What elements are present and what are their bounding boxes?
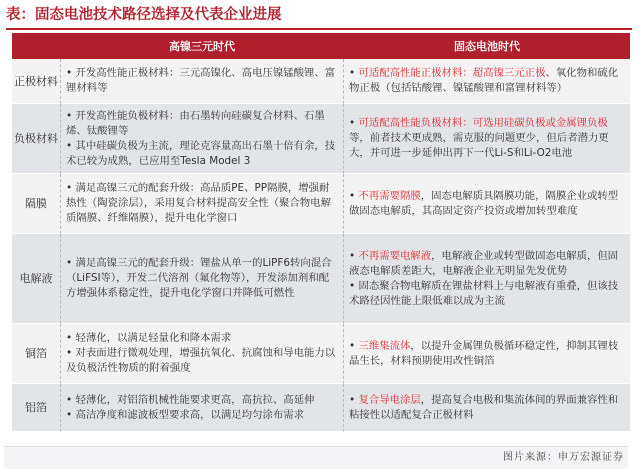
body-text: 固态聚合物电解质在锂盐材料上与电解液有重叠，但该技术路径因性能上限低难以成为主流	[349, 279, 619, 307]
row-category: 隔膜	[12, 174, 60, 234]
bullet-text: • 满足高镍三元的配套升级：锂盐从单一的LiPF6转向混合（LiFSI等），开发二代溶剂（氟化物等），开发添加剂和配方增强体系稳定性，提升电化学窗口并降低可燃性	[66, 256, 338, 301]
bullet-text: • 开发高性能正极材料：三元高镍化、高电压镍锰酸锂、富锂材料等	[66, 66, 338, 96]
table-row	[12, 59, 630, 104]
source-footer	[4, 446, 628, 469]
comparison-table	[12, 33, 630, 432]
solid-state-cell	[344, 59, 630, 104]
table-header-row	[12, 33, 630, 59]
highlight-text: 不再需要电解液	[358, 249, 432, 262]
highlight-text: 复合导电涂层	[358, 393, 421, 406]
row-category: 电解液	[12, 234, 60, 324]
title-divider	[6, 28, 632, 30]
solid-state-cell	[344, 384, 630, 432]
solid-state-cell	[344, 104, 630, 174]
row-category: 铜箔	[12, 324, 60, 384]
row-category: 负极材料	[12, 104, 60, 174]
body-text: 等，前者技术更成熟，需克服的问题更少，但后者潜力更大，并可进一步延伸出再下一代Li-S和Li-O2电池	[349, 132, 609, 159]
body-text: 、氧化物和硫化物正极（包括钴酸锂、镍锰酸锂和富锂材料等）	[349, 67, 619, 94]
bullet-text: • 对表面进行微观处理，增强抗氧化、抗腐蚀和导电能力以及负极活性物质的附着强度	[66, 346, 338, 376]
bullet-text	[349, 279, 625, 309]
solid-state-cell	[344, 174, 630, 234]
highlight-text: 可适配高性能正极材料：超高镍三元正极	[358, 67, 546, 79]
nickel-era-cell	[60, 59, 344, 104]
bullet-text	[349, 249, 625, 279]
page-title: 表：固态电池技术路径选择及代表企业进展	[6, 6, 282, 23]
bullet-text	[349, 339, 625, 369]
bullet-text: • 开发高性能负极材料：由石墨转向硅碳复合材料、石墨烯、钛酸锂等	[66, 109, 338, 139]
bullet-text	[349, 189, 625, 219]
bullet-text: • 轻薄化，以满足轻量化和降本需求	[66, 331, 338, 346]
table-row	[12, 174, 630, 234]
header-solid-state-era: 固态电池时代	[344, 33, 630, 59]
body-text: ，电解液企业或转型做固态电解质，但固液态电解质差距大，电解液企业无明显先发优势	[349, 249, 619, 277]
solid-state-cell	[344, 324, 630, 384]
nickel-era-cell	[60, 384, 344, 432]
nickel-era-cell	[60, 234, 344, 324]
highlight-text: 不再需要隔膜	[358, 189, 421, 202]
bullet-text	[349, 116, 625, 161]
table-row	[12, 104, 630, 174]
nickel-era-cell	[60, 104, 344, 174]
nickel-era-cell	[60, 174, 344, 234]
table-row	[12, 324, 630, 384]
header-nickel-era: 高镍三元时代	[60, 33, 344, 59]
bullet-text: • 满足高镍三元的配套升级：高品质PE、PP隔膜，增强耐热性（陶瓷涂层），采用复合材料提高安全性（聚合物电解质隔膜、纤维隔膜），提升电化学窗口	[66, 181, 338, 226]
solid-state-cell	[344, 234, 630, 324]
row-category: 铝箔	[12, 384, 60, 432]
header-category	[12, 33, 60, 59]
bullet-text: • 其中硅碳负极为主流，理论克容量高出石墨十倍有余，技术已较为成熟，已应用至Tesla Model 3	[66, 139, 338, 169]
bullet-text: • 轻薄化，对铝箔机械性能要求更高，高抗拉、高延伸	[66, 393, 338, 408]
bullet-text	[349, 393, 625, 423]
table-row	[12, 384, 630, 432]
source-note: 图片来源：申万宏源证券	[503, 452, 624, 463]
body-text: ，提高复合电极和集流体间的界面兼容性和粘接性以适配复合正极材料	[349, 393, 619, 421]
body-text: ，固态电解质具隔膜功能，隔膜企业或转型做固态电解质，其高固定资产投资或增加转型难度	[349, 189, 619, 217]
row-category: 正极材料	[12, 59, 60, 104]
highlight-text: 可适配高性能负极材料：可选用硅碳负极或金属锂负极	[358, 117, 608, 129]
body-text: ，以提升金属锂负极循环稳定性，抑制其锂枝晶生长，材料预期使用改性铜箔	[349, 339, 619, 367]
highlight-text: 三维集流体	[358, 339, 411, 352]
nickel-era-cell	[60, 324, 344, 384]
bullet-text: • 高洁净度和滤波板型要求高，以满足均匀涂布需求	[66, 408, 338, 423]
bullet-text	[349, 66, 625, 96]
table-row	[12, 234, 630, 324]
